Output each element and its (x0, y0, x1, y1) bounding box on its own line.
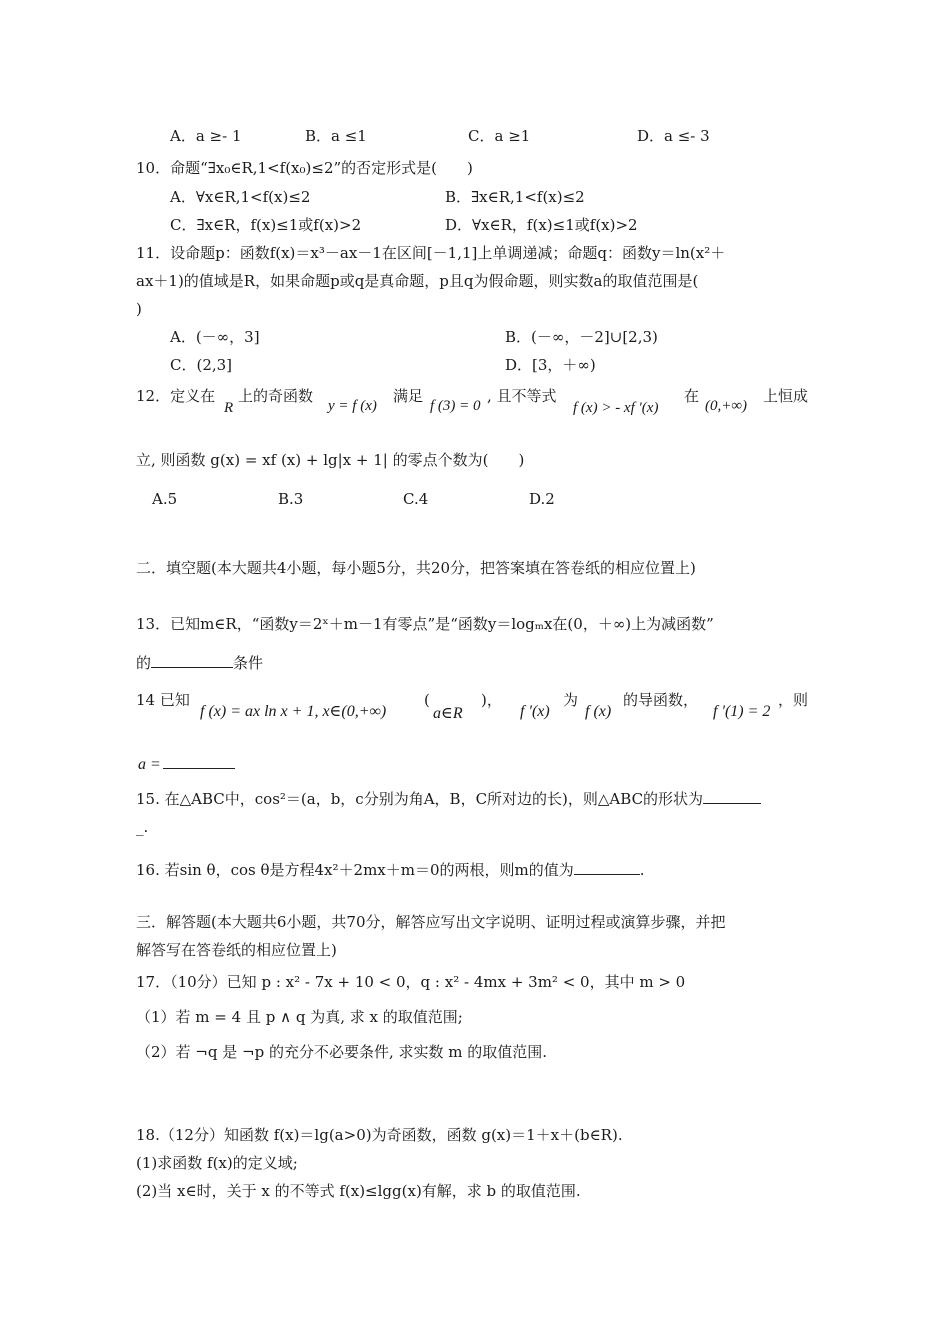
q14-line-2 (138, 754, 235, 775)
q11-option-c: C．(2,3] (170, 356, 233, 374)
section-2-heading: 二．填空题(本大题共4小题，每小题5分，共20分，把答案填在答卷纸的相应位置上) (136, 559, 696, 577)
q12-option-c: C.4 (403, 490, 429, 508)
q18-line-1: 18.（12分）知函数 f(x)＝lg(a>0)为奇函数，函数 g(x)＝1＋x＋(b∈R). (136, 1126, 623, 1144)
q12-line-2: 立, 则函数 g(x) = xf (x) + lg|x + 1| 的零点个数为( ) (136, 451, 525, 469)
q10-stem: 10．命题“∃x₀∈R,1<f(x₀)≤2”的否定形式是( ) (136, 159, 473, 177)
q15-text: 15. 在△ABC中，cos²＝(a，b，c分别为角A，B，C所对边的长)，则△ABC的形状为 (136, 790, 704, 808)
q12-formula-y: y = f (x) (328, 398, 377, 414)
q12-option-d: D.2 (529, 490, 555, 508)
q11-line-2: ax＋1)的值域是R，如果命题p或q是真命题，p且q为假命题，则实数a的取值范围是( (136, 272, 699, 290)
q11-line-1: 11．设命题p：函数f(x)＝x³－ax－1在区间[－1,1]上单调递减；命题q：函数y＝ln(x²＋ (136, 244, 726, 262)
q12-option-b: B.3 (278, 490, 304, 508)
q13-text-pre: 的 (136, 654, 152, 672)
q11-option-d: D．[3，＋∞) (505, 356, 596, 374)
q10-option-b: B．∃x∈R,1<f(x)≤2 (445, 188, 585, 206)
q14-formula-fx: f (x) = ax ln x + 1, x∈(0,+∞) (200, 703, 387, 720)
q11-option-a: A．(－∞，3] (170, 328, 260, 346)
q13-text-post: 条件 (233, 654, 264, 672)
q13-line-1: 13．已知m∈R，“函数y＝2ˣ＋m－1有零点”是“函数y＝logₘx在(0，＋∞)上为减函数” (136, 615, 714, 633)
q14-text-4: ，则 (778, 691, 809, 709)
q12-option-a: A.5 (152, 490, 178, 508)
q18-line-2: (1)求函数 f(x)的定义域; (136, 1154, 298, 1172)
q16-answer-blank[interactable] (574, 860, 640, 875)
q16-text-end: . (639, 861, 645, 879)
q10-option-c: C．∃x∈R，f(x)≤1或f(x)>2 (170, 216, 362, 234)
q14-text-3: 的导函数， (623, 691, 699, 709)
q18-line-3: (2)当 x∈时，关于 x 的不等式 f(x)≤lgg(x)有解，求 b 的取值范围. (136, 1182, 581, 1200)
q12-formula-inequality: f (x) > - xf ′(x) (573, 400, 659, 416)
q12-formula-f3: f (3) = 0 (430, 398, 481, 414)
q14-text-paren-open: ( (424, 691, 430, 709)
q9-option-a: A．a ≥- 1 (170, 127, 242, 145)
q17-line-3: （2）若 ¬q 是 ¬p 的充分不必要条件, 求实数 m 的取值范围. (136, 1043, 548, 1061)
q13-line-2 (136, 653, 263, 673)
q12-text-3: 满足 (393, 387, 424, 405)
q10-option-d: D．∀x∈R，f(x)≤1或f(x)>2 (445, 216, 638, 234)
section-3-heading-line-2: 解答写在答卷纸的相应位置上) (136, 941, 337, 959)
q12-formula-interval: (0,+∞) (705, 398, 748, 414)
q16-text: 16. 若sin θ，cos θ是方程4x²＋2mx＋m＝0的两根，则m的值为 (136, 861, 574, 879)
q14-text-a-eq: a = (138, 756, 161, 773)
q12-text-4: , 且不等式 (487, 387, 557, 405)
q9-option-d: D．a ≤- 3 (637, 127, 710, 145)
q12-formula-r: R (224, 400, 234, 416)
q14-text-2: 为 (563, 691, 579, 709)
q9-option-c: C．a ≥1 (468, 127, 531, 145)
q10-option-a: A．∀x∈R,1<f(x)≤2 (170, 188, 311, 206)
q12-text-5: 在 (684, 387, 700, 405)
q11-option-b: B．(－∞，－2]∪[2,3) (505, 328, 658, 346)
q9-option-b: B．a ≤1 (305, 127, 367, 145)
q12-text-1: 12．定义在 (136, 387, 216, 405)
q13-answer-blank[interactable] (151, 653, 233, 668)
q14-text-1: 14 已知 (136, 691, 190, 709)
q14-formula-a: a∈R (433, 705, 463, 722)
q15-line-1 (136, 789, 761, 809)
q15-answer-blank[interactable] (703, 789, 761, 804)
q14-formula-fx2: f (x) (585, 703, 612, 720)
q15-line-2: _. (136, 818, 149, 836)
q17-line-2: （1）若 m = 4 且 p ∧ q 为真, 求 x 的取值范围; (136, 1008, 463, 1026)
q14-text-paren-close: )， (481, 691, 502, 709)
q12-text-2: 上的奇函数 (238, 387, 314, 405)
q17-line-1: 17．（10分）已知 p : x² - 7x + 10 < 0，q : x² - 4mx + 3m² < 0，其中 m > 0 (136, 973, 686, 991)
section-3-heading-line-1: 三．解答题(本大题共6小题，共70分，解答应写出文字说明、证明过程或演算步骤，并把 (136, 913, 726, 931)
q11-line-3: ) (136, 300, 142, 318)
q14-formula-fprime1: f ′(1) = 2 (713, 703, 771, 720)
q14-formula-fprime: f ′(x) (520, 703, 550, 720)
q16-line (136, 860, 645, 880)
q14-answer-blank[interactable] (163, 754, 235, 769)
q12-text-6: 上恒成 (763, 387, 809, 405)
